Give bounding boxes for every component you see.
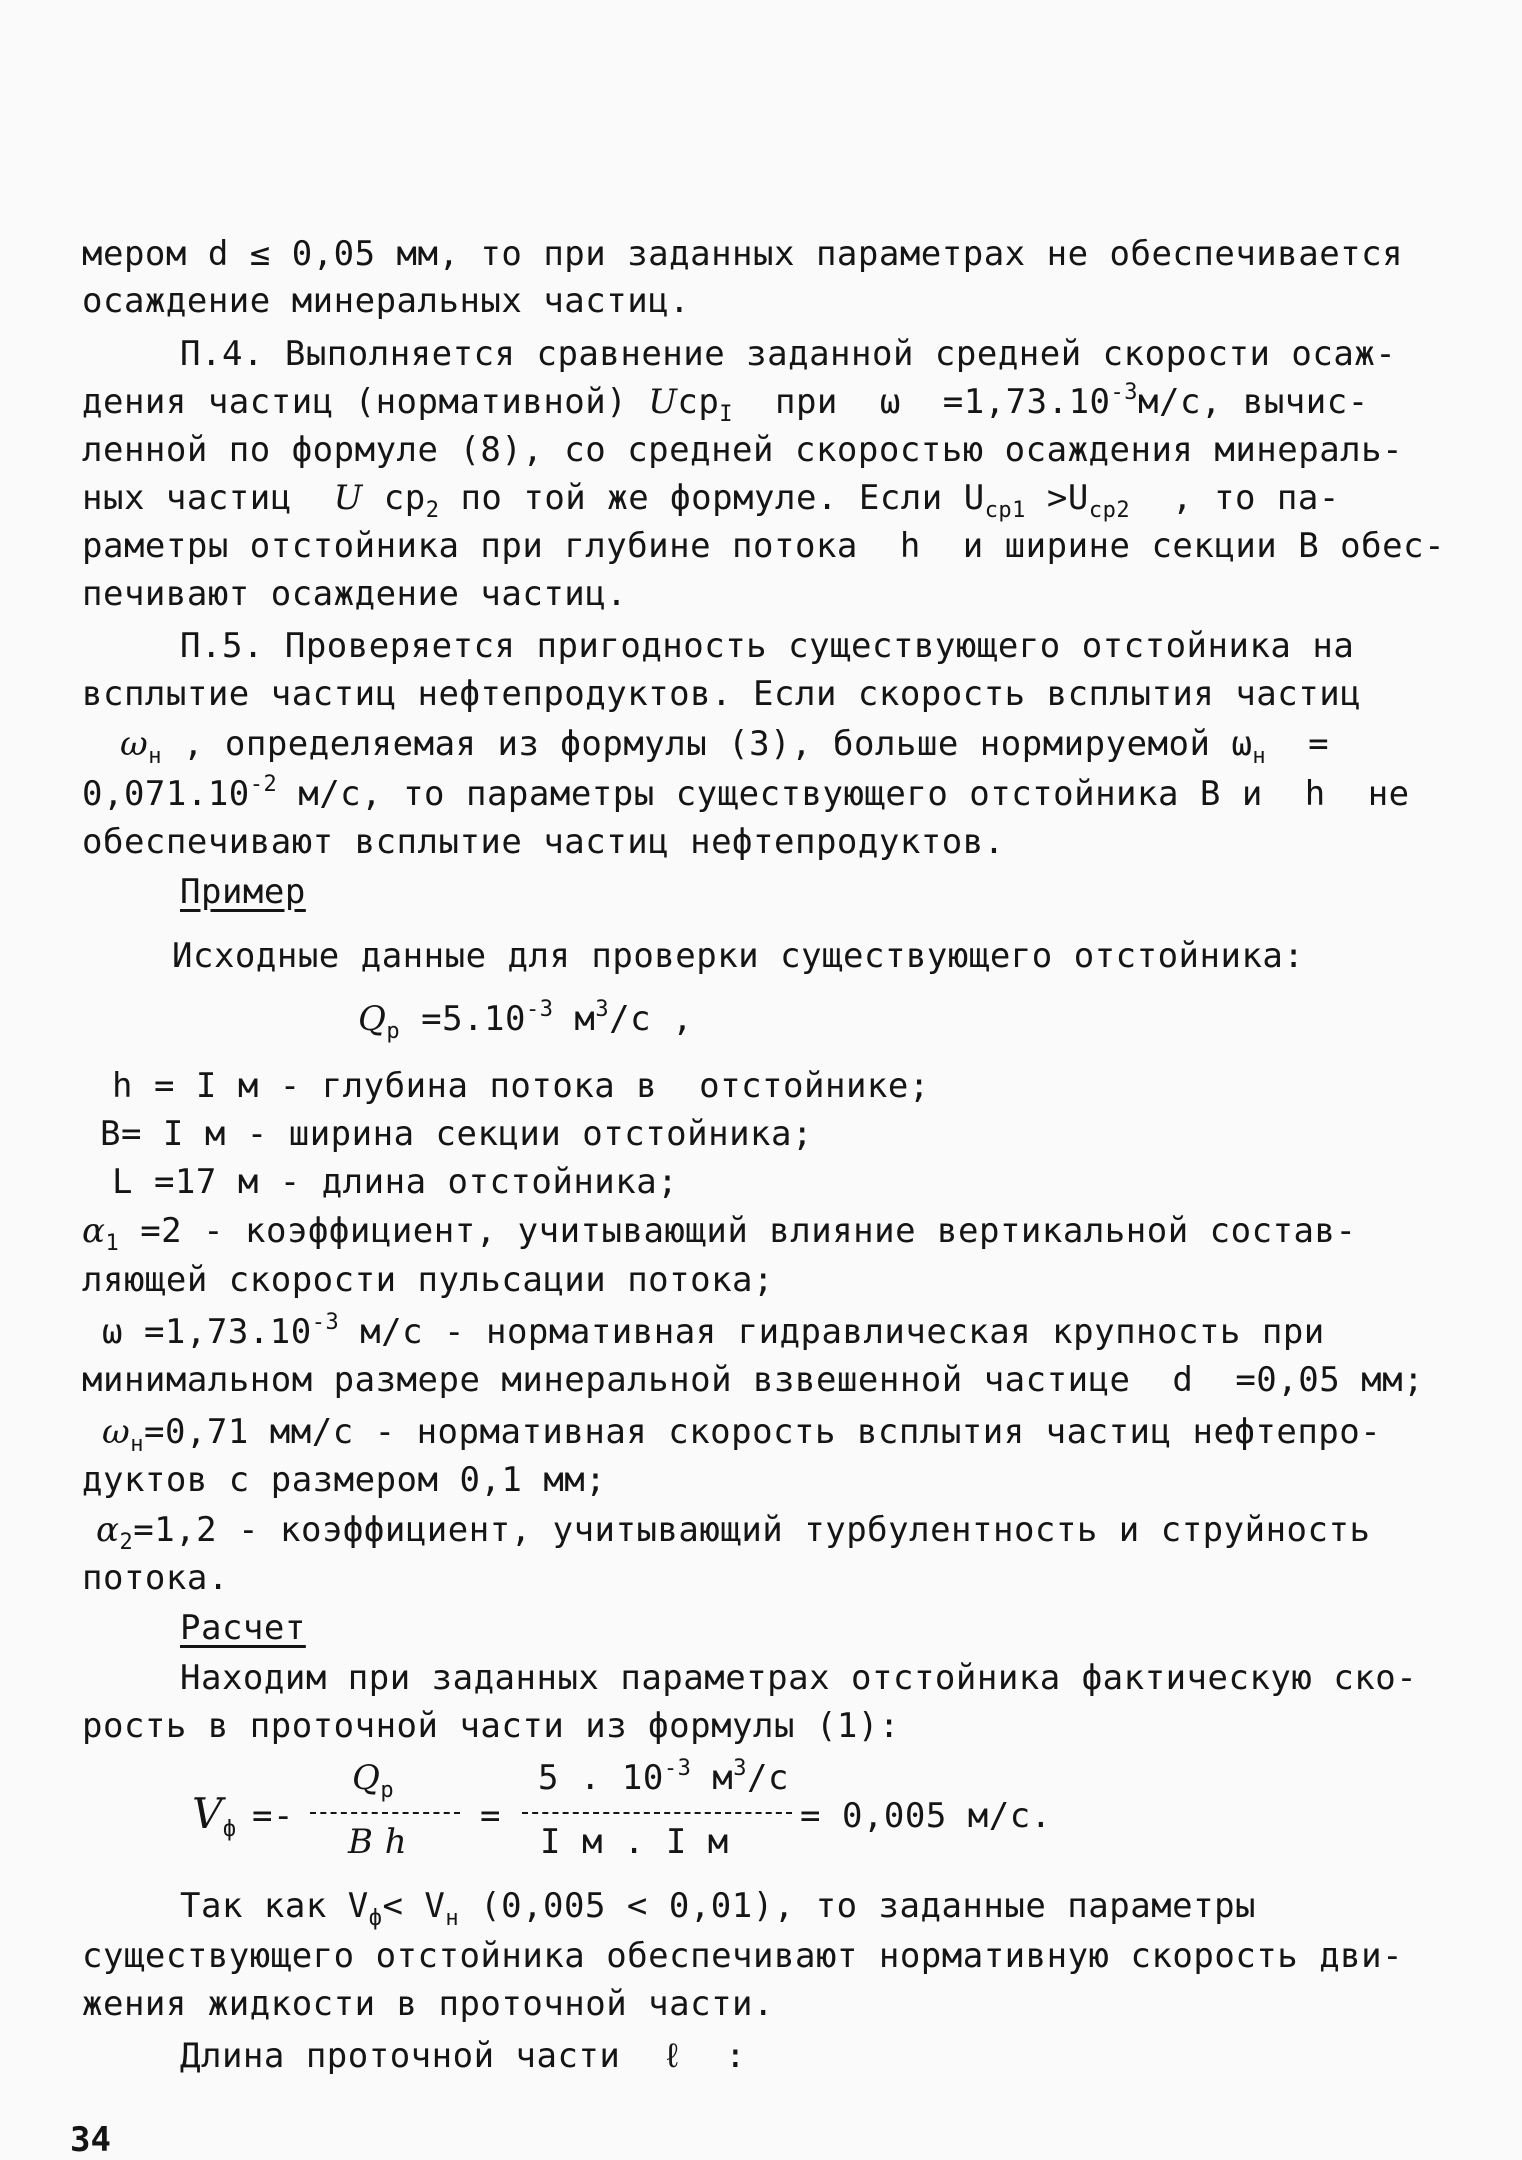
text-line: жения жидкости в проточной части. bbox=[82, 1984, 775, 2024]
subscript: ср2 bbox=[1088, 498, 1131, 523]
subscript: 1 bbox=[105, 1231, 120, 1256]
text-line: мером d ≤ 0,05 мм, то при заданных параметрах не обеспечивается bbox=[82, 234, 1404, 274]
text-line: существующего отстойника обеспечивают нормативную скорость дви- bbox=[82, 1936, 1404, 1976]
text-line: потока. bbox=[82, 1558, 229, 1598]
text-fragment: =2 - коэффициент, учитывающий влияние вертикальной состав- bbox=[119, 1211, 1357, 1251]
text-line: ленной по формуле (8), со средней скоростью осаждения минераль- bbox=[82, 430, 1404, 470]
text-line: Находим при заданных параметрах отстойника фактическую ско- bbox=[180, 1658, 1418, 1698]
text-line: рость в проточной части из формулы (1): bbox=[82, 1706, 900, 1746]
velocity-symbol: U bbox=[648, 382, 678, 422]
text-line bbox=[82, 1211, 1357, 1256]
paragraph-5-line: П.5. Проверяется пригодность существующего отстойника на bbox=[180, 626, 1355, 666]
text-fragment: Так как V bbox=[180, 1886, 369, 1926]
text-line bbox=[102, 1412, 1382, 1457]
flow-symbol: Q bbox=[358, 999, 387, 1039]
text-line bbox=[96, 1510, 1371, 1555]
text-fragment: 0,071.10 bbox=[82, 774, 250, 814]
superscript: -3 bbox=[525, 997, 554, 1022]
subscript: 2 bbox=[425, 498, 440, 523]
section-heading-example: Пример bbox=[180, 872, 306, 912]
equals-sign: =- bbox=[252, 1796, 294, 1836]
text-line bbox=[180, 1886, 1257, 1931]
text-fragment: (0,005 < 0,01), то заданные параметры bbox=[459, 1886, 1257, 1926]
text-line: раметры отстойника при глубине потока h и ширине секции В обес- bbox=[82, 526, 1446, 566]
text-fragment: м bbox=[691, 1758, 734, 1798]
section-heading-calculation: Расчет bbox=[180, 1608, 306, 1648]
subscript: I bbox=[719, 402, 734, 427]
text-fragment: =0,71 мм/с - нормативная скорость всплытия частиц нефтепро- bbox=[143, 1412, 1382, 1452]
fraction-bar bbox=[310, 1812, 460, 1814]
text-fragment: , определяемая из формулы (3), больше нормируемой ω bbox=[161, 724, 1253, 764]
velocity-symbol: U bbox=[333, 478, 363, 518]
text-line bbox=[82, 380, 1369, 427]
subscript: ф bbox=[368, 1906, 383, 1931]
subscript: р bbox=[380, 1778, 395, 1803]
text-fragment: ω =1,73.10 bbox=[102, 1312, 312, 1352]
superscript: 3 bbox=[733, 1756, 748, 1781]
page-number: 34 bbox=[70, 2120, 111, 2160]
text-fragment: < V bbox=[382, 1886, 446, 1926]
superscript: 3 bbox=[595, 997, 610, 1022]
text-fragment: ср bbox=[362, 478, 426, 518]
text-fragment: м/с - нормативная гидравлическая крупность при bbox=[339, 1312, 1325, 1352]
subscript: 2 bbox=[119, 1530, 134, 1555]
alpha-symbol: α bbox=[82, 1211, 106, 1251]
formula-lhs bbox=[192, 1789, 237, 1842]
flow-symbol: Q bbox=[352, 1758, 381, 1798]
text-line: h = I м - глубина потока в отстойнике; bbox=[112, 1066, 930, 1106]
text-line: дуктов с размером 0,1 мм; bbox=[82, 1460, 607, 1500]
text-fragment: , то па- bbox=[1130, 478, 1340, 518]
text-fragment: по той же формуле. Если U bbox=[439, 478, 985, 518]
text-fragment: 5 . 10 bbox=[538, 1758, 664, 1798]
fraction-denominator: I м . I м bbox=[540, 1822, 729, 1862]
subscript: н bbox=[130, 1432, 144, 1457]
text-line: Длина проточной части ℓ : bbox=[180, 2036, 747, 2076]
text-line bbox=[82, 774, 1410, 814]
omega-symbol: ω bbox=[102, 1412, 131, 1452]
superscript: -3 bbox=[663, 1756, 692, 1781]
text-fragment: м/с, то параметры существующего отстойника В и h не bbox=[277, 774, 1410, 814]
fraction-denominator: B h bbox=[348, 1822, 408, 1862]
text-line: Исходные данные для проверки существующего отстойника: bbox=[172, 936, 1305, 976]
text-fragment: ных частиц bbox=[82, 478, 334, 518]
subscript: ф bbox=[222, 1817, 237, 1842]
text-line: всплытие частиц нефтепродуктов. Если скорость всплытия частиц bbox=[82, 674, 1362, 714]
text-fragment: = bbox=[1266, 724, 1330, 764]
velocity-symbol: V bbox=[192, 1789, 223, 1838]
text-line bbox=[120, 724, 1330, 769]
superscript: -3 bbox=[311, 1310, 340, 1335]
subscript: н bbox=[1252, 744, 1267, 769]
text-fragment: =1,2 - коэффициент, учитывающий турбулентность и струйность bbox=[133, 1510, 1371, 1550]
text-fragment: =5.10 bbox=[400, 999, 526, 1039]
omega-symbol: ω bbox=[120, 724, 149, 764]
superscript: -2 bbox=[249, 772, 278, 797]
text-fragment: /с , bbox=[609, 999, 694, 1039]
text-fragment: cp bbox=[677, 382, 720, 422]
equals-sign: = bbox=[480, 1796, 501, 1836]
text-line: В= I м - ширина секции отстойника; bbox=[100, 1114, 813, 1154]
paragraph-4-line: П.4. Выполняется сравнение заданной средней скорости осаж- bbox=[180, 334, 1397, 374]
text-fragment: /с bbox=[747, 1758, 789, 1798]
text-line: обеспечивают всплытие частиц нефтепродуктов. bbox=[82, 822, 1005, 862]
subscript: ср1 bbox=[984, 498, 1026, 523]
subscript: н bbox=[445, 1906, 460, 1931]
fraction-numerator bbox=[538, 1758, 789, 1798]
text-fragment: дения частиц (нормативной) bbox=[82, 382, 649, 422]
text-fragment: >U bbox=[1025, 478, 1089, 518]
text-fragment: при ω =1,73.10 bbox=[733, 382, 1111, 422]
alpha-symbol: α bbox=[96, 1510, 120, 1550]
fraction-bar bbox=[522, 1812, 792, 1814]
text-line bbox=[102, 1312, 1325, 1352]
flow-rate-formula bbox=[358, 997, 694, 1044]
text-line: ляющей скорости пульсации потока; bbox=[82, 1260, 775, 1300]
text-line: осаждение минеральных частиц. bbox=[82, 281, 691, 321]
text-line: минимальном размере минеральной взвешенной частице d =0,05 мм; bbox=[82, 1360, 1425, 1400]
text-fragment: м bbox=[553, 999, 596, 1039]
text-line bbox=[82, 478, 1340, 523]
subscript: н bbox=[148, 744, 162, 769]
superscript: -3 bbox=[1110, 380, 1139, 405]
text-line: L =17 м - длина отстойника; bbox=[112, 1162, 679, 1202]
formula-result: = 0,005 м/с. bbox=[800, 1796, 1052, 1836]
text-fragment: м/с, вычис- bbox=[1138, 382, 1369, 422]
subscript: р bbox=[386, 1019, 401, 1044]
text-line: печивают осаждение частиц. bbox=[82, 574, 628, 614]
fraction-numerator bbox=[352, 1758, 395, 1803]
